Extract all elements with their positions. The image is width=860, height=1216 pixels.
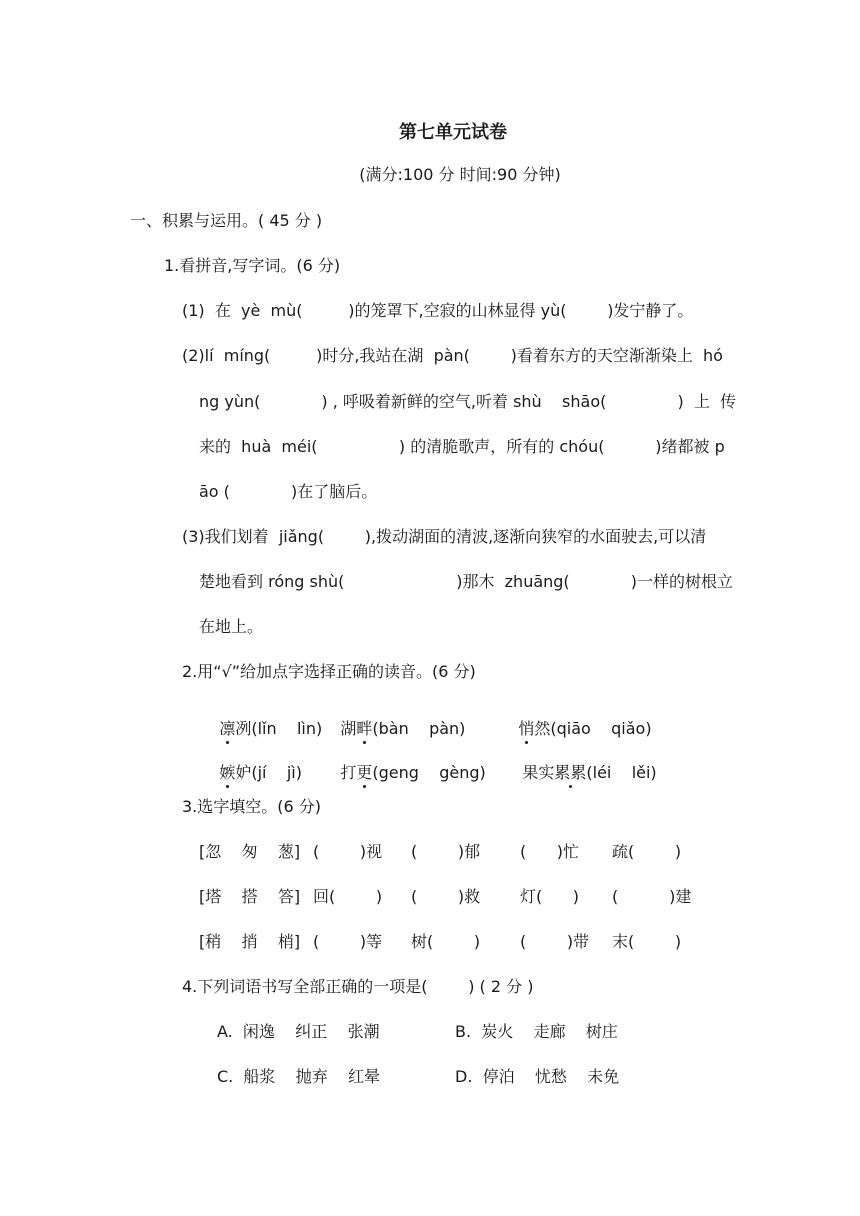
q3-blank: ( )带: [520, 932, 590, 951]
q3-blank: ( )郁: [411, 842, 481, 861]
dotted-char: 更: [356, 760, 372, 783]
q4-option-b: B. 炭火 走廊 树庄: [455, 1022, 618, 1041]
q3-heading: 3.选字填空。(6 分): [182, 797, 322, 816]
q1-line: āo ( )在了脑后。: [199, 482, 378, 501]
q2-item: [199, 741, 302, 802]
q3-blank: 回( ): [313, 887, 383, 906]
q2-text: 果实: [522, 763, 555, 782]
q2-text: 湖: [340, 719, 357, 738]
q1-heading: 1.看拼音,写字词。(6 分): [164, 256, 341, 275]
page-title: 第七单元试卷: [399, 122, 507, 143]
q3-blank: ( )等: [313, 932, 383, 951]
q2-text: 妒(jí jì): [235, 763, 302, 782]
q2-heading: 2.用“√”给加点字选择正确的读音。(6 分): [182, 662, 476, 681]
q3-group: [忽 匆 葱]: [199, 842, 301, 861]
q2-text: 打: [340, 763, 357, 782]
dotted-char: 累累: [554, 760, 586, 783]
dotted-char: 嫉: [219, 760, 235, 783]
q2-item: [320, 741, 486, 802]
q1-line: (1) 在 yè mù( )的笼罩下,空寂的山林显得 yù( )发宁静了。: [182, 301, 694, 320]
q3-blank: ( )忙: [520, 842, 580, 861]
q1-line: 楚地看到 róng shù( )那木 zhuāng( )一样的树根立: [199, 572, 733, 591]
q4-option-d: D. 停泊 忧愁 未免: [455, 1067, 620, 1086]
q1-line: (2)lí míng( )时分,我站在湖 pàn( )看着东方的天空渐渐染上 hó: [182, 346, 723, 365]
dotted-char: 畔: [356, 716, 372, 739]
q3-blank: ( )救: [411, 887, 481, 906]
q2-text: 冽(lǐn lìn): [235, 719, 323, 738]
q3-blank: ( )视: [313, 842, 383, 861]
q2-text: 然(qiāo qiǎo): [534, 719, 652, 738]
q2-text: (léi lěi): [586, 763, 657, 782]
q1-line: 来的 huà méi( ) 的清脆歌声，所有的 chóu( )绪都被 p: [199, 437, 725, 456]
q2-text: (bàn pàn): [372, 719, 466, 738]
dotted-char: 悄: [518, 716, 534, 739]
q1-line: (3)我们划着 jiǎng( ),拨动湖面的清波,逐渐向狭窄的水面驶去,可以清: [182, 527, 707, 546]
q4-option-c: C. 船浆 抛弃 红晕: [217, 1067, 381, 1086]
q4-heading: 4.下列词语书写全部正确的一项是( ) ( 2 分 ): [182, 977, 534, 996]
q3-blank: 树( ): [411, 932, 481, 951]
q3-blank: 灯( ): [520, 887, 580, 906]
q1-line: 在地上。: [199, 617, 264, 636]
q3-blank: ( )建: [612, 887, 692, 906]
section-heading: 一、积累与运用。( 45 分 ): [130, 211, 323, 230]
q3-blank: 末( ): [612, 932, 682, 951]
q4-option-a: A. 闲逸 纠正 张潮: [217, 1022, 380, 1041]
q2-item: [502, 741, 657, 802]
q3-group: [稍 捎 梢]: [199, 932, 301, 951]
page-subtitle: (满分:100 分 时间:90 分钟): [359, 165, 561, 184]
q3-blank: 疏( ): [612, 842, 682, 861]
q2-text: (geng gèng): [372, 763, 486, 782]
q3-group: [塔 搭 答]: [199, 887, 301, 906]
q1-line: ng yùn( ) , 呼吸着新鲜的空气,听着 shù shāo( ) 上 传: [199, 392, 737, 411]
dotted-char: 凛: [219, 716, 235, 739]
